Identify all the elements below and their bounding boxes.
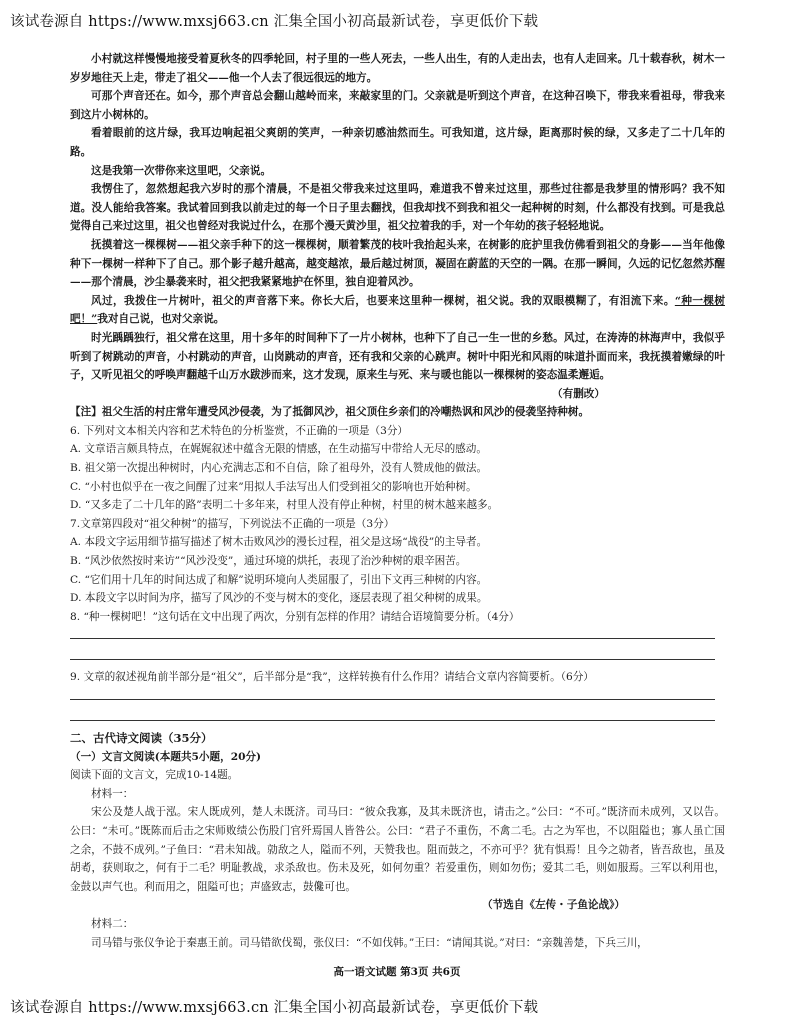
answer-line xyxy=(70,708,715,721)
page-footer: 高一语文试题 第3页 共6页 xyxy=(333,966,461,978)
passage-paragraph-3: 看着眼前的这片绿，我耳边响起祖父爽朗的笑声，一种亲切感油然而生。可我知道，这片绿，距离那时候的绿，又多走了二十几年的路。 xyxy=(70,127,725,158)
question-7-option-d: D. 本段文字以时间为序，描写了风沙的不变与树木的变化，逐层表现了祖父种树的成果。 xyxy=(70,592,488,605)
question-9: 9. 文章的叙述视角前半部分是“祖父”，后半部分是“我”，这样转换有什么作用？请结合文章内容简要析。（6分） xyxy=(70,671,594,684)
question-7-option-c: C. “它们用十几年的时间达成了和解”说明环境向人类屈服了，引出下文再三种树的内容。 xyxy=(70,573,488,586)
section-instruction: 阅读下面的文言文，完成10-14题。 xyxy=(70,769,239,782)
p7-text-a: 风过，我拨住一片树叶，祖父的声音落下来。你长大后，也要来这里种一棵树，祖父说。我的双眼模糊了，有泪流下来。 xyxy=(91,294,675,307)
top-watermark: 该试卷源自 https://www.mxsj663.cn 汇集全国小初高最新试卷，享更低价下载 xyxy=(10,14,539,30)
section-title: 二、古代诗文阅读（35分） xyxy=(70,731,213,745)
passage-paragraph-5: 我愣住了，忽然想起我六岁时的那个清晨，不是祖父带我来过这里吗，难道我不曾来过这里，那些过往都是我梦里的情形吗？我不知道。没人能给我答案。我试着回到我以前走过的每一个日子里去翻找，但我却找不到我和祖父一起种树的时刻，什么都没有找到。可是我总觉得自己来过这里，祖父也曾经对我说过什么，在那个漫天黄沙里，祖父拉着我的手，对一个年幼的孩子轻轻地说。 xyxy=(70,183,725,233)
material-1-label: 材料一： xyxy=(91,787,134,800)
answer-line xyxy=(70,647,715,660)
answer-line xyxy=(70,626,715,639)
material-2-label: 材料二： xyxy=(91,917,134,930)
passage-paragraph-2: 可那个声音还在。如今，那个声音总会翻山越岭而来，来敲家里的门。父亲就是听到这个声音，在这种召唤下，带我来看祖母，带我来到这片小树林的。 xyxy=(70,90,725,121)
material-2-text: 司马错与张仪争论于秦惠王前。司马错欲伐蜀，张仪曰：“不如伐韩。”王曰：“请闻其说。”对曰：“亲魏善楚，下兵三川， xyxy=(91,936,648,949)
question-7-option-b: B. “风沙依然按时来访”“风沙没变”，通过环境的烘托，表现了治沙种树的艰辛困苦。 xyxy=(70,555,467,568)
answer-line xyxy=(70,687,715,700)
passage-paragraph-6: 抚摸着这一棵棵树——祖父亲手种下的这一棵棵树，顺着繁茂的枝叶我抬起头来，在树影的庇护里我仿佛看到祖父的身影——当年他像种下一棵树一样种下了自己。那个影子越升越高，越变越浓，最后越过树顶，凝固在蔚蓝的天空的一隅。在那一瞬间，久远的记忆忽然苏醒——那个清晨，沙尘暴袭来时，祖父把我紧紧地护在怀里，独自迎着风沙。 xyxy=(70,238,725,289)
passage-paragraph-4: 这是我第一次带你来这里吧，父亲说。 xyxy=(91,164,272,177)
question-7-option-a: A. 本段文字运用细节描写描述了树木击败风沙的漫长过程，祖父是这场“战役”的主导者。 xyxy=(70,536,488,549)
question-6-stem: 6. 下列对文本相关内容和艺术特色的分析鉴赏，不正确的一项是（3分） xyxy=(70,424,409,437)
exam-page xyxy=(70,50,725,990)
passage-note: 【注】祖父生活的村庄常年遭受风沙侵袭，为了抵御风沙，祖父顶住乡亲们的冷嘲热讽和风沙的侵袭坚持种树。 xyxy=(70,406,590,419)
bottom-watermark: 该试卷源自 https://www.mxsj663.cn 汇集全国小初高最新试卷，享更低价下载 xyxy=(10,1000,539,1016)
passage-source: （有删改） xyxy=(552,387,605,400)
passage-paragraph-1: 小村就这样慢慢地接受着夏秋冬的四季轮回，村子里的一些人死去，一些人出生，有的人走出去，也有人走回来。几十载春秋，树木一岁岁地往天上走，带走了祖父——他一个人去了很远很远的地方。 xyxy=(70,53,725,84)
question-6-option-d: D. “又多走了二十几年的路”表明二十多年来，村里人没有停止种树，村里的树木越来越多。 xyxy=(70,499,499,512)
question-6-option-b: B. 祖父第一次提出种树时，内心充满志忑和不自信，除了祖母外，没有人赞成他的做法。 xyxy=(70,462,488,475)
passage-paragraph-7 xyxy=(70,292,725,329)
passage-paragraph-8: 时光踽踽独行，祖父常在这里，用十多年的时间种下了一片小树林，也种下了自己一生一世的乡愁。风过，在涛涛的林海声中，我似乎听到了树跳动的声音，小村跳动的声音，山岗跳动的声音，还有我和父亲的心跳声。树叶中阳光和风雨的味道扑面而来，我抚摸着嫩绿的叶子，又听见祖父的呼唤声翻越千山万水跋涉而来，这才发现，原来生与死、来与暖也能以一棵棵树的姿态温柔邂逅。 xyxy=(70,331,725,382)
question-7-stem: 7.文章第四段对“祖父种树”的描写，下列说法不正确的一项是（3分） xyxy=(70,517,395,530)
material-1-source: （节选自《左传・子鱼论战》） xyxy=(481,899,625,912)
p7-text-c: 我对自己说，也对父亲说。 xyxy=(97,313,225,326)
section-subtitle: （一）文言文阅读(本题共5小题，20分) xyxy=(70,750,262,763)
question-6-option-a: A. 文章语言颇具特点，在娓娓叙述中蕴含无限的情感，在生动描写中带给人无尽的感动。 xyxy=(70,443,487,456)
question-8: 8. “种一棵树吧！”这句话在文中出现了两次，分别有怎样的作用？请结合语境简要分析。（4分） xyxy=(70,610,520,623)
question-6-option-c: C. “小村也似乎在一夜之间醒了过来”用拟人手法写出人们受到祖父的影响也开始种树。 xyxy=(70,480,477,493)
material-1-text: 宋公及楚人战于泓。宋人既成列，楚人未既济。司马曰：“彼众我寡，及其未既济也，请击之。”公曰：“不可。”既济而未成列，又以告。公曰：“未可。”既陈而后击之宋师败绩公伤股门官歼焉国人皆咎公。公曰：“君子不重伤，不禽二毛。古之为军也，不以阻隘也；寡人虽亡国之余，不鼓不成列。”子鱼曰：“君未知战。勍敌之人，隘而不列，天赞我也。阻而鼓之，不亦可乎？犹有惧焉！且今之勍者，皆吾敌也，虽及胡耇，获则取之，何有于二毛？明耻教战，求杀敌也。伤未及死，如何勿重？若爱重伤，则如勿伤；爱其二毛，则如服焉。三军以利用也，金鼓以声气也。利而用之，阻隘可也；声盛致志，鼓儳可也。 xyxy=(70,806,725,893)
p7-quote: “种一棵树吧！” xyxy=(70,294,725,326)
